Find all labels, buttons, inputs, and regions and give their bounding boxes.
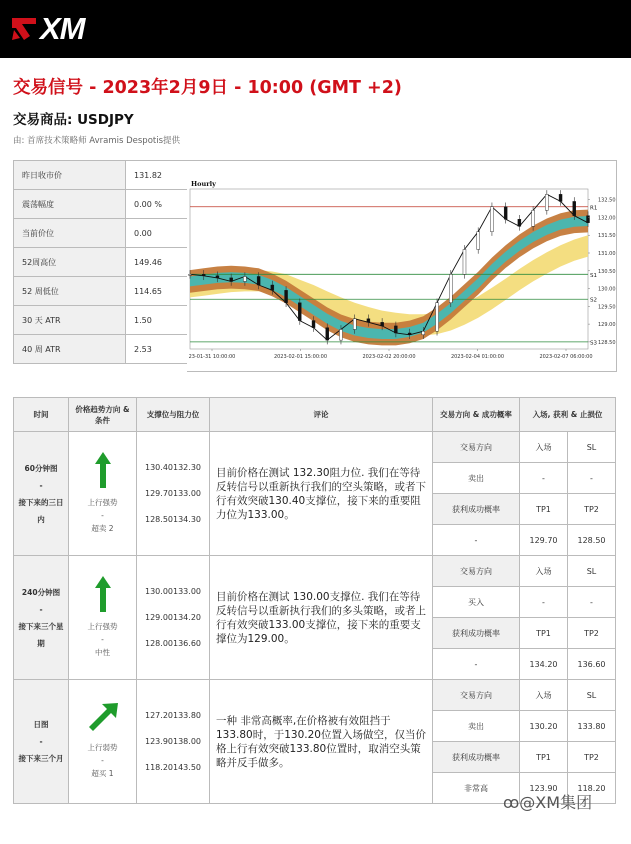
stat-label: 30 天 ATR [14,306,126,335]
y-tick-label: 130.00 [598,286,616,293]
weibo-icon: ꝏ [503,793,520,812]
x-tick-label: 2023-02-07 06:00:00 [539,354,593,360]
price-candle [394,326,397,333]
y-tick-label: 132.00 [598,215,616,222]
x-tick-label: 2023-02-01 15:00:00 [273,354,328,360]
price-candle [326,328,329,340]
stop-cell: SL [568,680,616,711]
stat-label: 52 周低位 [14,277,126,306]
y-tick-label: 129.00 [598,322,616,329]
trend-condition: 超卖 2 [91,524,114,533]
entry-cell: TP1 [520,618,568,649]
price-candle [587,216,590,223]
trend-label: 上行强势 [87,622,118,631]
chart-title: Hourly [191,180,216,188]
stat-value: 0.00 [126,219,188,248]
stop-cell: 136.60 [568,649,616,680]
price-candle [339,329,342,340]
direction-cell: 交易方向 [433,432,520,463]
resistance-level: 138.00 [173,737,201,746]
trend-cell [69,556,137,680]
price-candle [230,278,233,282]
price-candle [367,319,370,323]
support-level: 128.50 [145,515,173,524]
hourly-price-chart [187,161,616,371]
xm-logo-icon [10,16,38,42]
support-level: 127.20 [145,711,173,720]
levels-cell [137,432,210,556]
timeframe-dash: - [39,480,43,490]
author-line: 由: 首席技术策略师 Avramis Despotis提供 [13,136,181,146]
stat-row [14,161,188,190]
price-candle [381,322,384,326]
level-pair [137,507,209,533]
weibo-watermark [503,790,592,813]
comment-cell: 目前价格在测试 130.00支撑位. 我们在等待反转信号以重新执行我们的多头策略，或者上行有效突破133.00支撑位，接下来的重要支撑位为129.00。 [210,556,433,680]
signal-row [14,680,616,711]
entry-cell: 134.20 [520,649,568,680]
y-tick-label: 131.00 [598,251,616,257]
price-candle [243,276,246,281]
support-level: 123.90 [145,737,173,746]
stop-cell: TP2 [568,742,616,773]
stat-label: 当前价位 [14,219,126,248]
comment-cell: 目前价格在测试 132.30阻力位. 我们在等待反转信号以重新执行我们的空头策略，或者下行有效突破130.40支撑位，接下来的重要阻力位为133.00。 [210,432,433,556]
stat-row [14,306,188,335]
timeframe-label: 60分钟图 [24,463,58,473]
stat-value: 1.50 [126,306,188,335]
level-pair [137,605,209,631]
stop-cell: 118.20 [568,773,616,804]
stat-value: 149.46 [126,248,188,277]
price-candle [353,319,356,330]
price-candle [518,219,521,226]
trend-condition: 超买 1 [91,769,114,778]
price-candle [490,207,493,232]
resistance-level: 133.00 [173,489,201,498]
resistance-level: 134.30 [173,515,201,524]
price-candle [463,249,466,274]
level-pair [137,729,209,755]
level-pair [137,579,209,605]
entry-cell: 130.20 [520,711,568,742]
entry-cell: TP1 [520,742,568,773]
entry-cell: 129.70 [520,525,568,556]
direction-cell: 交易方向 [433,680,520,711]
direction-cell: - [433,649,520,680]
direction-cell: 非常高 [433,773,520,804]
price-candle [189,274,192,275]
price-candle [312,321,315,328]
entry-cell: 入场 [520,556,568,587]
price-candle [216,276,219,278]
price-candle [436,303,439,331]
trend-cell [69,432,137,556]
stat-label: 昨日收市价 [14,161,126,190]
direction-cell: 获利成功概率 [433,618,520,649]
stat-row [14,190,188,219]
levels-cell [137,680,210,804]
entry-cell: - [520,463,568,494]
direction-cell: 交易方向 [433,556,520,587]
trend-label: 上行弱势 [87,743,118,752]
price-candle [257,276,260,285]
y-tick-label: 129.50 [598,304,616,311]
stat-label: 52周高位 [14,248,126,277]
resistance-level: 143.50 [173,763,201,772]
header-time: 时间 [14,398,69,432]
page-title: 交易信号 - 2023年2月9日 - 10:00 (GMT +2) [13,78,402,98]
timeframe-horizon: 接下来三个月 [18,754,64,763]
stat-label: 震荡幅度 [14,190,126,219]
header-levels: 支撑位与阻力位 [137,398,210,432]
instrument-title: 交易商品: USDJPY [13,112,134,128]
stat-label: 40 周 ATR [14,335,126,364]
logo-wordmark: XM [40,11,85,46]
level-label: S2 [590,297,597,304]
price-candle [298,303,301,321]
timeframe-horizon: 接下来三个星期 [18,621,64,648]
trend-dash: - [101,635,104,644]
x-tick-label: 2023-02-02 20:00:00 [362,354,416,360]
timeframe-horizon: 接下来的三日内 [18,497,64,524]
timeframe-label: 日图 [33,720,49,729]
timeframe-label: 240分钟图 [21,587,61,597]
direction-cell: 卖出 [433,711,520,742]
y-tick-label: 132.50 [598,197,616,204]
stop-cell: - [568,587,616,618]
stat-value: 2.53 [126,335,188,364]
direction-cell: 买入 [433,587,520,618]
stat-row [14,277,188,306]
xm-logo[interactable] [10,10,85,48]
resistance-level: 132.30 [173,463,201,472]
timeframe-dash: - [39,737,43,746]
level-label: S1 [590,272,597,279]
trend-condition: 中性 [95,648,110,657]
stop-cell: TP2 [568,494,616,525]
entry-cell: 123.90 [520,773,568,804]
y-tick-label: 130.50 [598,268,616,275]
support-level: 128.00 [145,639,173,648]
stat-row [14,335,188,364]
entry-cell: - [520,587,568,618]
support-level: 130.40 [145,463,173,472]
price-candle [408,333,411,335]
trend-cell [69,680,137,804]
price-candle [477,232,480,250]
trend-dash: - [101,511,104,520]
entry-cell: TP1 [520,494,568,525]
entry-cell: 入场 [520,432,568,463]
level-pair [137,703,209,729]
level-pair [137,631,209,657]
comment-cell: 一种 非常高概率,在价格被有效阻挡于133.80时，于130.20位置入场做空，仅当价格上行有效突破133.80位置时，取消空头策略并反手做多。 [210,680,433,804]
x-tick-label: 23-01-31 10:00:00 [188,354,236,360]
stat-value: 0.00 % [126,190,188,219]
signal-row [14,556,616,587]
level-label: R1 [590,205,598,212]
levels-cell [137,556,210,680]
stop-cell: TP2 [568,618,616,649]
header-direction: 交易方向 & 成功概率 [433,398,520,432]
stop-cell: SL [568,556,616,587]
timeframe-cell [14,680,69,804]
stop-cell: SL [568,432,616,463]
trend-dash: - [101,756,104,765]
stop-cell: 128.50 [568,525,616,556]
timeframe-cell [14,432,69,556]
watermark-text: @XM集团 [519,793,593,812]
price-chart-panel [187,160,617,372]
price-candle [573,201,576,215]
support-level: 118.20 [145,763,173,772]
direction-cell: 获利成功概率 [433,742,520,773]
market-stats-table [13,160,188,364]
level-label: S3 [590,340,597,347]
signals-header-row [14,398,616,432]
support-level: 129.00 [145,613,173,622]
stop-cell: 133.80 [568,711,616,742]
resistance-level: 134.20 [173,613,201,622]
x-tick-label: 2023-02-04 01:00:00 [450,354,505,360]
support-level: 129.70 [145,489,173,498]
timeframe-dash: - [39,604,43,614]
up-right-arrow-icon [88,703,118,733]
level-pair [137,755,209,781]
resistance-level: 133.00 [173,587,201,596]
header-trend: 价格趋势方向 & 条件 [69,398,137,432]
price-candle [449,274,452,302]
timeframe-cell [14,556,69,680]
stop-cell: - [568,463,616,494]
price-candle [202,274,205,275]
y-tick-label: 128.50 [598,339,616,346]
direction-cell: 卖出 [433,463,520,494]
stat-value: 131.82 [126,161,188,190]
level-pair [137,455,209,481]
signals-table [13,397,616,804]
top-banner [0,0,631,58]
direction-cell: 获利成功概率 [433,494,520,525]
entry-cell: 入场 [520,680,568,711]
support-level: 130.00 [145,587,173,596]
stat-row [14,248,188,277]
up-arrow-icon [95,576,111,612]
price-candle [532,210,535,226]
signal-row [14,432,616,463]
stat-row [14,219,188,248]
y-tick-label: 131.50 [598,233,616,240]
resistance-level: 133.80 [173,711,201,720]
stat-value: 114.65 [126,277,188,306]
direction-cell: - [433,525,520,556]
resistance-level: 136.60 [173,639,201,648]
up-arrow-icon [95,452,111,488]
price-candle [559,194,562,201]
price-candle [271,285,274,290]
level-pair [137,481,209,507]
price-candle [422,331,425,335]
price-candle [285,290,288,302]
price-candle [504,207,507,219]
trend-label: 上行强势 [87,498,118,507]
header-entry-targets: 入场, 获利 & 止损位 [520,398,616,432]
price-candle [545,194,548,210]
header-comment: 评论 [210,398,433,432]
